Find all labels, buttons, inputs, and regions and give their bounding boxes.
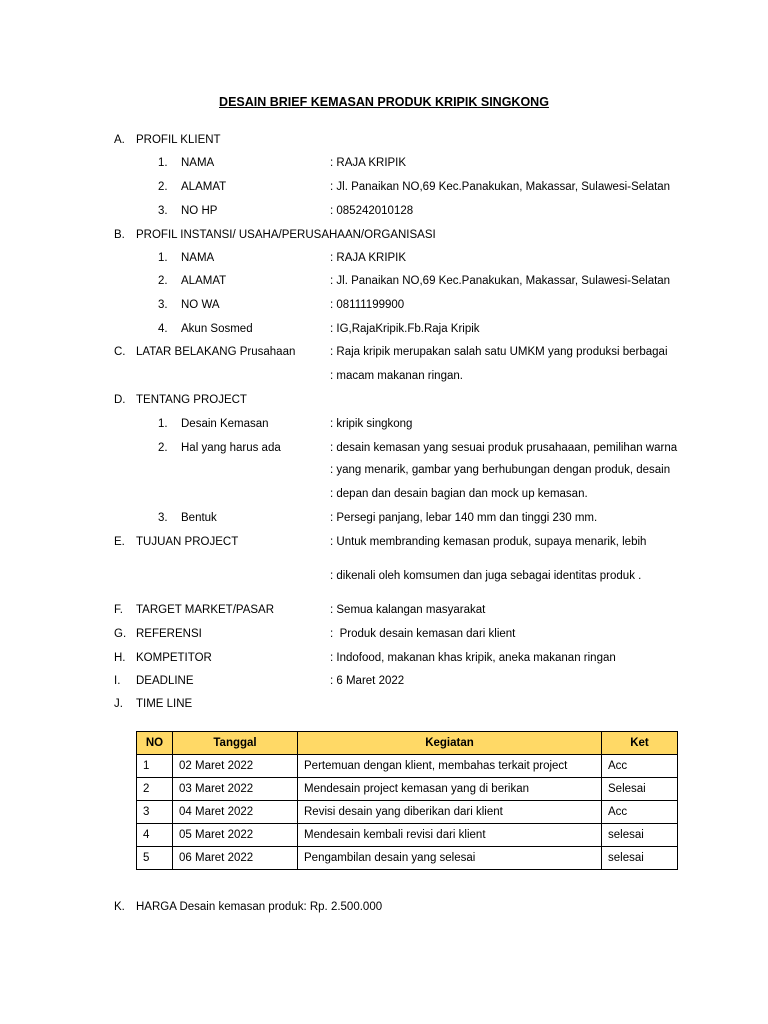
field-value: : yang menarik, gambar yang berhubungan dengan produk, desain [330, 464, 671, 476]
section-letter: B. [114, 229, 125, 241]
field-label: Desain Kemasan [181, 418, 269, 430]
field-value: : RAJA KRIPIK [330, 252, 407, 264]
field-value: : RAJA KRIPIK [330, 157, 407, 169]
field-label: Bentuk [181, 512, 217, 524]
field-label: NAMA [181, 157, 215, 169]
field-value: : desain kemasan yang sesuai produk prusahaaan, pemilihan warna [330, 442, 678, 454]
field-label: NO WA [181, 299, 220, 311]
column-header: Tanggal [173, 732, 298, 755]
table-cell: 2 [137, 778, 173, 801]
table-cell: Mendesain project kemasan yang di berikan [298, 778, 602, 801]
section-label: LATAR BELAKANG Prusahaan [136, 346, 296, 358]
section-letter: K. [114, 901, 125, 913]
field-value: : macam makanan ringan. [330, 370, 463, 382]
table-cell: 06 Maret 2022 [173, 847, 298, 870]
column-header: NO [137, 732, 173, 755]
section-label: TUJUAN PROJECT [136, 536, 239, 548]
table-cell: 03 Maret 2022 [173, 778, 298, 801]
field-number: 2. [158, 181, 168, 193]
field-value: : Jl. Panaikan NO,69 Kec.Panakukan, Makassar, Sulawesi-Selatan [330, 275, 671, 287]
table-cell: Selesai [602, 778, 678, 801]
table-cell: 04 Maret 2022 [173, 801, 298, 824]
table-cell: Revisi desain yang diberikan dari klient [298, 801, 602, 824]
field-value: : depan dan desain bagian dan mock up kemasan. [330, 488, 588, 500]
section-label: DEADLINE [136, 675, 194, 687]
field-value: : Indofood, makanan khas kripik, aneka makanan ringan [330, 652, 616, 664]
table-cell: selesai [602, 847, 678, 870]
field-number: 2. [158, 442, 168, 454]
document-title: DESAIN BRIEF KEMASAN PRODUK KRIPIK SINGKONG [219, 95, 549, 109]
table-cell: Pertemuan dengan klient, membahas terkait project [298, 755, 602, 778]
section-letter: J. [114, 698, 123, 710]
table-cell: 05 Maret 2022 [173, 824, 298, 847]
table-row [137, 824, 678, 847]
table-cell: 1 [137, 755, 173, 778]
field-value: : 6 Maret 2022 [330, 675, 405, 687]
section-letter: G. [114, 628, 127, 640]
field-number: 1. [158, 252, 168, 264]
timeline-table [136, 731, 678, 870]
table-cell: selesai [602, 824, 678, 847]
field-label: ALAMAT [181, 181, 227, 193]
field-number: 1. [158, 157, 168, 169]
table-row [137, 755, 678, 778]
table-cell: Pengambilan desain yang selesai [298, 847, 602, 870]
field-value: : 08111199900 [330, 299, 405, 311]
field-value: : IG,RajaKripik.Fb.Raja Kripik [330, 323, 480, 335]
section-letter: F. [114, 604, 123, 616]
table-cell: 3 [137, 801, 173, 824]
table-cell: Mendesain kembali revisi dari klient [298, 824, 602, 847]
column-header: Kegiatan [298, 732, 602, 755]
field-value: : Untuk membranding kemasan produk, supaya menarik, lebih [330, 536, 647, 548]
field-value: : Jl. Panaikan NO,69 Kec.Panakukan, Makassar, Sulawesi-Selatan [330, 181, 671, 193]
field-value: : dikenali oleh komsumen dan juga sebagai identitas produk . [330, 570, 642, 582]
field-number: 2. [158, 275, 168, 287]
table-cell: 4 [137, 824, 173, 847]
field-value: : Persegi panjang, lebar 140 mm dan tinggi 230 mm. [330, 512, 598, 524]
section-label: PROFIL KLIENT [136, 134, 221, 146]
field-label: ALAMAT [181, 275, 227, 287]
column-header: Ket [602, 732, 678, 755]
section-letter: C. [114, 346, 126, 358]
field-value: : Raja kripik merupakan salah satu UMKM yang produksi berbagai [330, 346, 668, 358]
table-header-row [137, 732, 678, 755]
field-value: : kripik singkong [330, 418, 413, 430]
field-value: : Produk desain kemasan dari klient [330, 628, 516, 640]
table-cell: 5 [137, 847, 173, 870]
field-number: 3. [158, 205, 168, 217]
section-letter: E. [114, 536, 125, 548]
field-label: Akun Sosmed [181, 323, 253, 335]
field-value: : 085242010128 [330, 205, 414, 217]
section-label: REFERENSI [136, 628, 202, 640]
section-label: KOMPETITOR [136, 652, 212, 664]
section-label: HARGA Desain kemasan produk: Rp. 2.500.000 [136, 901, 383, 913]
table-cell: Acc [602, 801, 678, 824]
field-number: 3. [158, 299, 168, 311]
table-cell: 02 Maret 2022 [173, 755, 298, 778]
field-value: : Semua kalangan masyarakat [330, 604, 486, 616]
table-row [137, 801, 678, 824]
field-number: 1. [158, 418, 168, 430]
section-label: TARGET MARKET/PASAR [136, 604, 275, 616]
section-letter: A. [114, 134, 125, 146]
table-row [137, 847, 678, 870]
table-cell: Acc [602, 755, 678, 778]
section-label: TENTANG PROJECT [136, 394, 247, 406]
section-letter: H. [114, 652, 126, 664]
field-number: 4. [158, 323, 168, 335]
section-letter: D. [114, 394, 126, 406]
table-row [137, 778, 678, 801]
field-label: NO HP [181, 205, 218, 217]
field-label: Hal yang harus ada [181, 442, 281, 454]
field-number: 3. [158, 512, 168, 524]
section-label: PROFIL INSTANSI/ USAHA/PERUSAHAAN/ORGANISASI [136, 229, 436, 241]
section-label: TIME LINE [136, 698, 193, 710]
section-letter: I. [114, 675, 121, 687]
field-label: NAMA [181, 252, 215, 264]
